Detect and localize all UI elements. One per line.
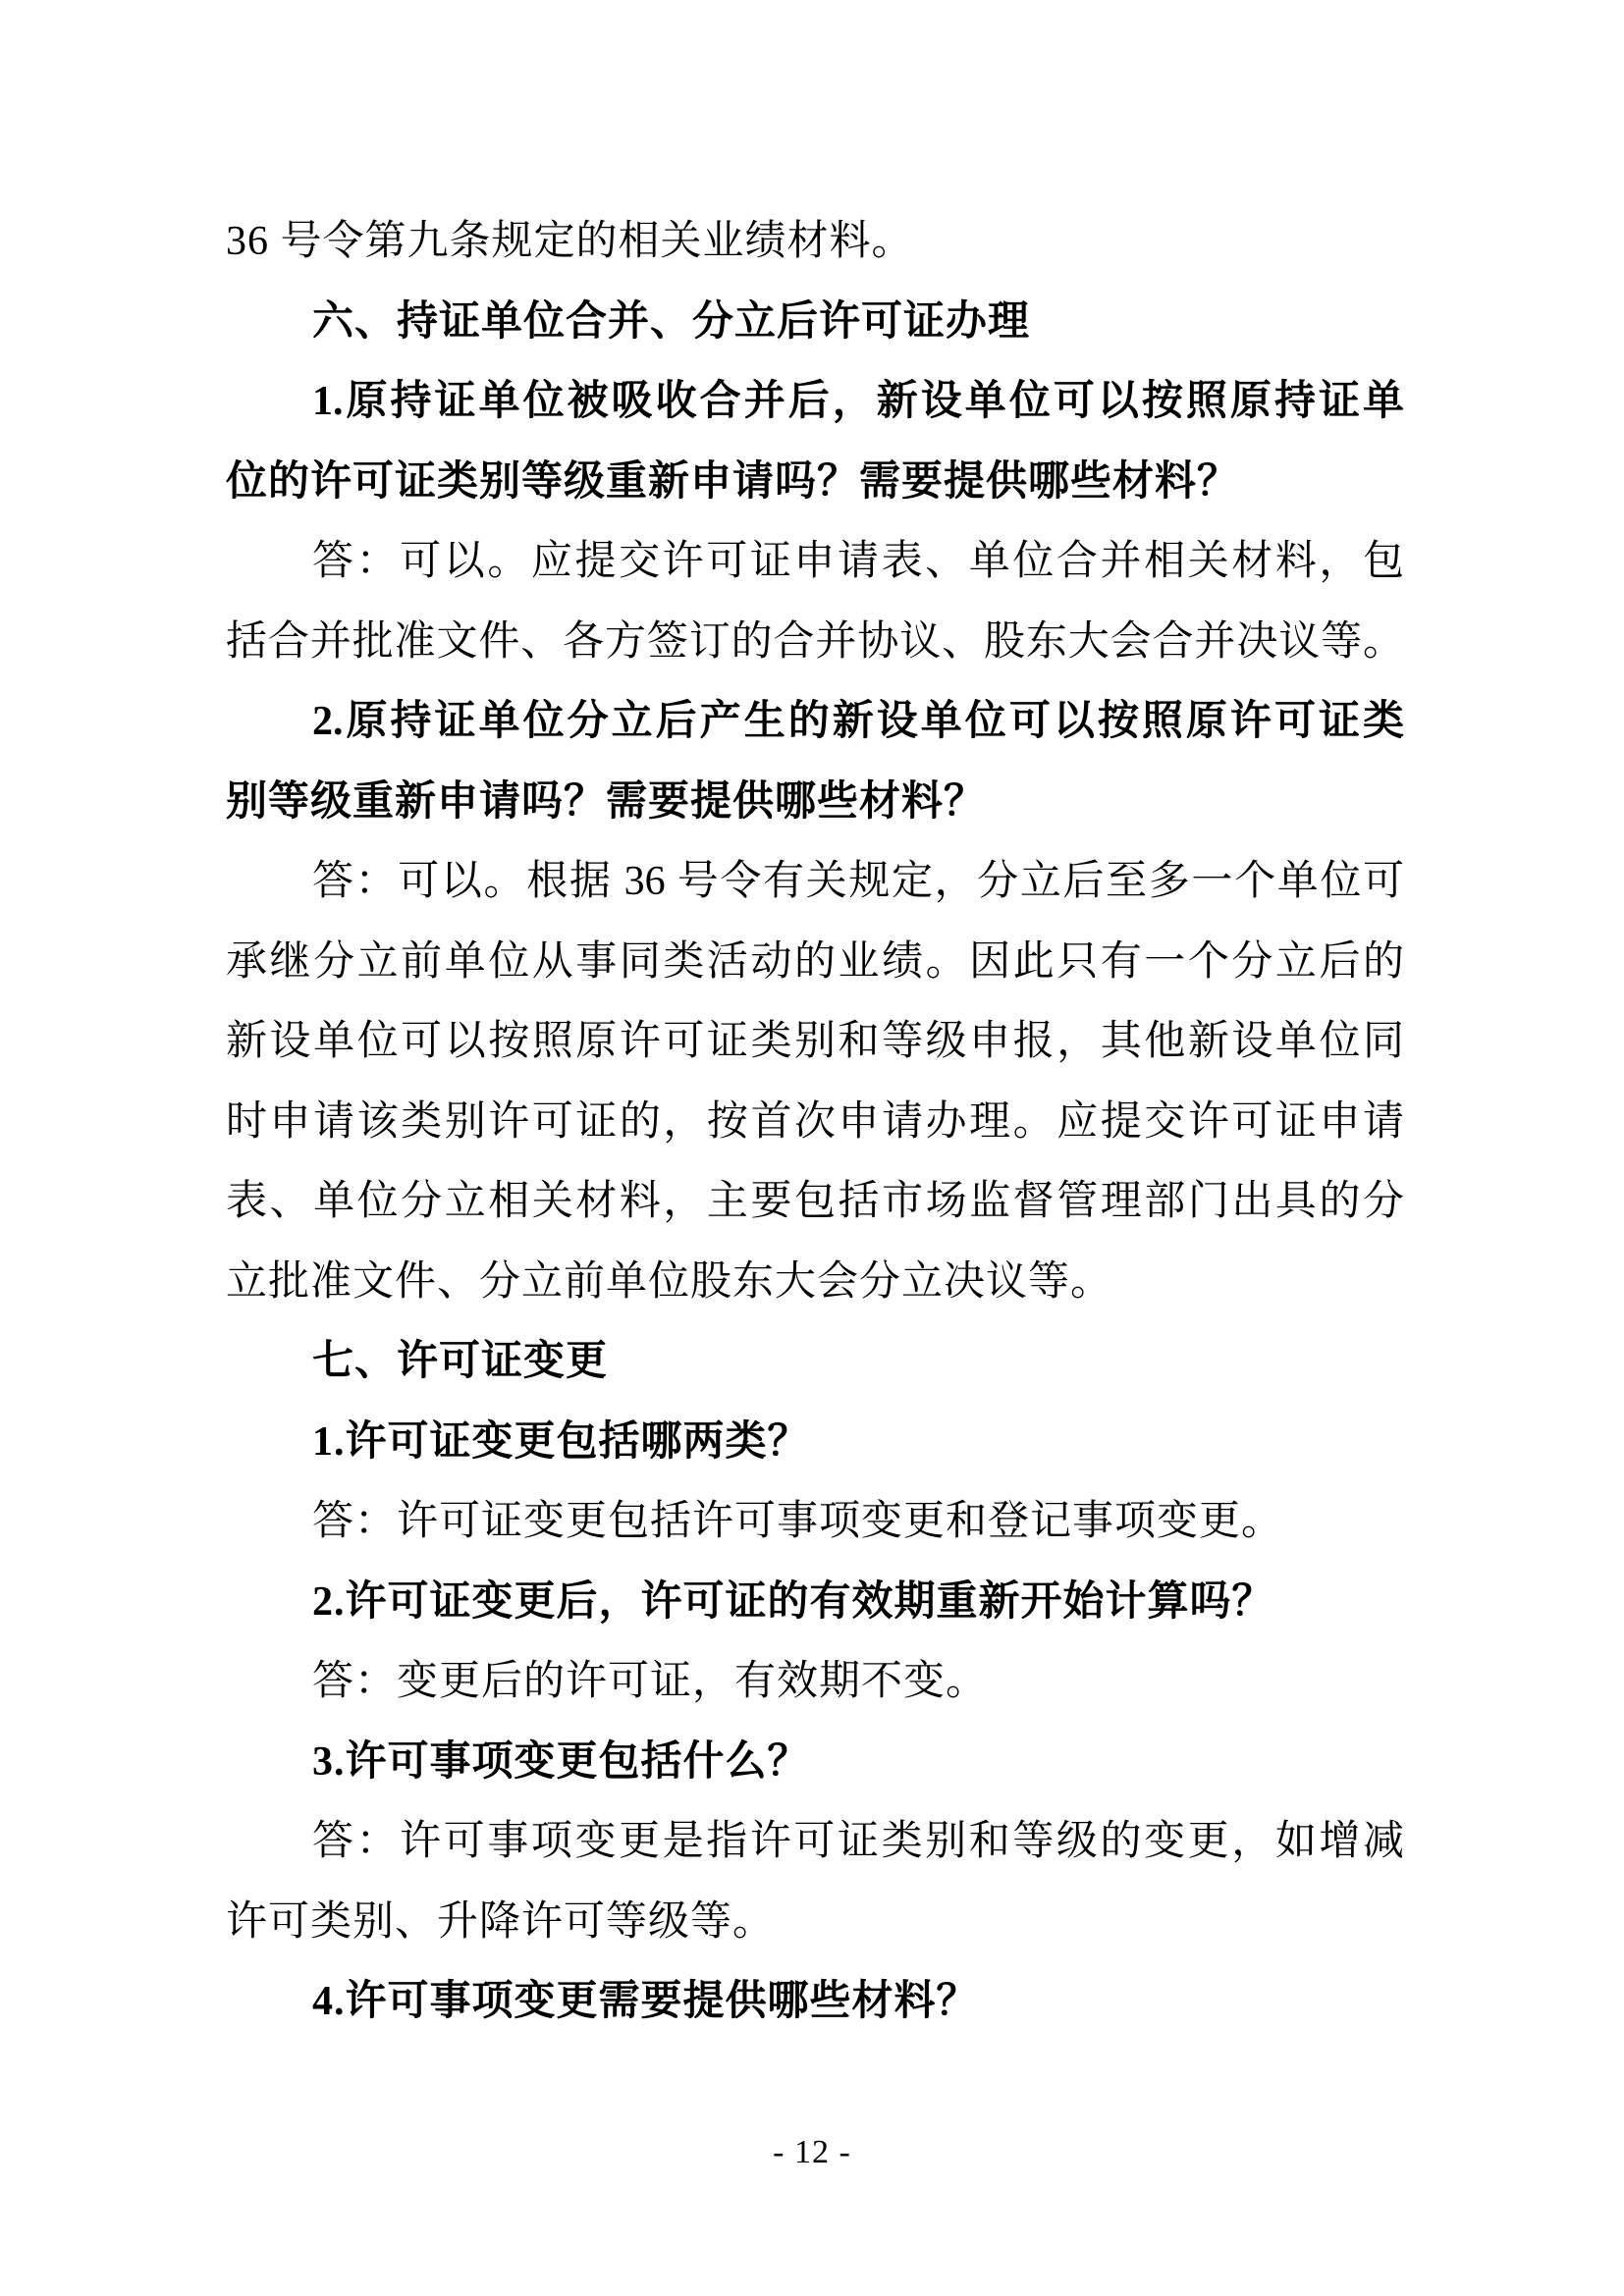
text-line: 括合并批准文件、各方签订的合并协议、股东大会合并决议等。: [226, 618, 1404, 665]
text-line: 答：可以。应提交许可证申请表、单位合并相关材料，包: [312, 539, 1404, 584]
text-line: 答：可以。根据 36 号令有关规定，分立后至多一个单位可: [312, 859, 1404, 904]
text-line: 七、许可证变更: [312, 1339, 609, 1384]
text-line: 4.许可事项变更需要提供哪些材料？: [312, 1979, 979, 2024]
text-line: 别等级重新申请吗？需要提供哪些材料？: [226, 778, 987, 825]
page-number: - 12 -: [773, 2134, 851, 2170]
text-line: 1.原持证单位被吸收合并后，新设单位可以按照原持证单: [312, 379, 1404, 424]
text-line: 六、持证单位合并、分立后许可证办理: [312, 298, 1031, 345]
text-line: 答：变更后的许可证，有效期不变。: [312, 1659, 989, 1704]
text-line: 2.原持证单位分立后产生的新设单位可以按照原许可证类: [312, 699, 1404, 744]
text-line: 立批准文件、分立前单位股东大会分立决议等。: [226, 1258, 1113, 1305]
text-line: 位的许可证类别等级重新申请吗？需要提供哪些材料？: [226, 458, 1240, 505]
text-line: 承继分立前单位从事同类活动的业绩。因此只有一个分立后的: [226, 938, 1404, 985]
text-line: 答：许可事项变更是指许可证类别和等级的变更，如增减: [312, 1819, 1404, 1864]
text-line: 2.许可证变更后，许可证的有效期重新开始计算吗？: [312, 1578, 1274, 1625]
document-body: [226, 202, 1404, 2043]
text-line: 36 号令第九条规定的相关业绩材料。: [226, 219, 914, 264]
text-line: 3.许可事项变更包括什么？: [312, 1738, 810, 1785]
text-line: 许可类别、升降许可等级等。: [226, 1898, 776, 1945]
text-line: 新设单位可以按照原许可证类别和等级申报，其他新设单位同: [226, 1019, 1404, 1064]
text-line: 1.许可证变更包括哪两类？: [312, 1418, 810, 1465]
text-line: 答：许可证变更包括许可事项变更和登记事项变更。: [312, 1499, 1284, 1544]
text-line: 时申请该类别许可证的，按首次申请办理。应提交许可证申请: [226, 1098, 1404, 1145]
text-line: 表、单位分立相关材料，主要包括市场监督管理部门出具的分: [226, 1179, 1404, 1224]
